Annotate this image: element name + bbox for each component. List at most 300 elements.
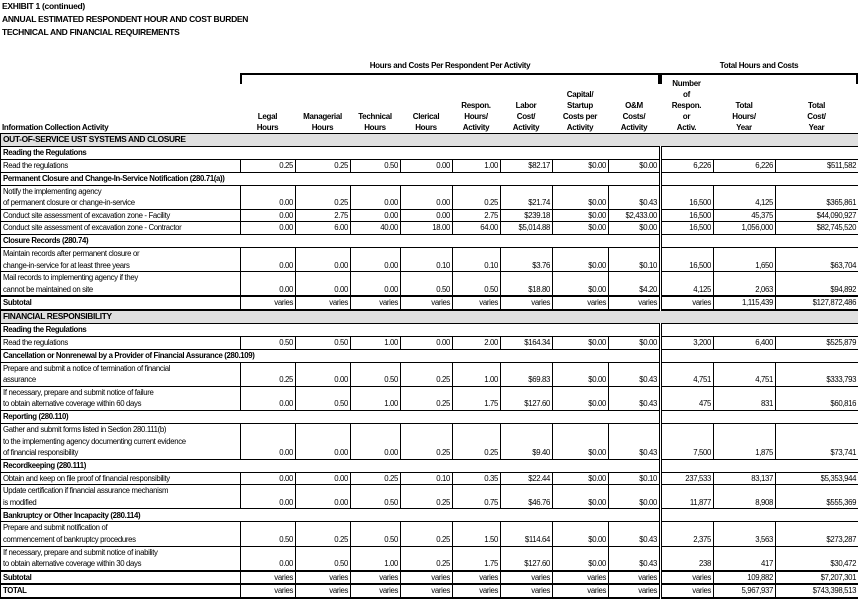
- value-cell-legal: 0.25: [241, 160, 296, 173]
- value-cell-total-hours: 3,563: [714, 522, 776, 546]
- value-cell-total-hours: 2,063: [714, 272, 776, 297]
- subtotal-row: [1, 571, 858, 585]
- value-cell-number: 2,375: [661, 522, 714, 546]
- value-cell-technical: 0.00: [351, 423, 401, 459]
- value-cell-clerical: 0.25: [401, 546, 453, 571]
- value-cell-total-cost: $511,582: [776, 160, 858, 173]
- value-cell-total-cost: $365,861: [776, 185, 858, 209]
- activity-line: Read the regulations: [3, 337, 238, 349]
- activity-line: Gather and submit forms listed in Section 280.111(b): [3, 424, 238, 436]
- value-cell-clerical: 0.25: [401, 386, 453, 410]
- value-cell-number: 16,500: [661, 247, 714, 271]
- value-cell-capital: $0.00: [553, 272, 609, 297]
- activity-line: If necessary, prepare and submit notice of inability: [3, 547, 238, 559]
- section-title: FINANCIAL RESPONSIBILITY: [1, 310, 858, 324]
- value-cell-total-hours: 83,137: [714, 472, 776, 485]
- value-cell-labor: $5,014.88: [501, 222, 553, 235]
- value-cell-labor: $164.34: [501, 336, 553, 349]
- value-cell-legal: 0.50: [241, 522, 296, 546]
- value-cell-capital: $0.00: [553, 546, 609, 571]
- value-cell-total-cost: $63,704: [776, 247, 858, 271]
- activity-line: of permanent closure or change-in-service: [3, 197, 238, 209]
- subsection-title: Closure Records (280.74): [1, 234, 661, 247]
- value-cell-technical: 0.50: [351, 485, 401, 509]
- value-cell-labor: $46.76: [501, 485, 553, 509]
- value-cell-capital: varies: [553, 296, 609, 310]
- value-cell-capital: $0.00: [553, 336, 609, 349]
- table-row: [1, 185, 858, 209]
- value-cell-managerial: varies: [296, 296, 351, 310]
- value-cell-capital: $0.00: [553, 485, 609, 509]
- column-header-line: Respon.: [452, 100, 500, 111]
- value-cell-number: 6,226: [661, 160, 714, 173]
- value-cell-clerical: 0.50: [401, 272, 453, 297]
- column-header-line: Number: [660, 78, 713, 89]
- activity-line: Conduct site assessment of excavation zone - Contractor: [3, 222, 238, 234]
- value-cell-labor: varies: [501, 571, 553, 585]
- value-cell-technical: 0.50: [351, 362, 401, 386]
- column-header-managerial: [295, 74, 350, 133]
- value-cell-total-cost: $7,207,301: [776, 571, 858, 585]
- value-cell-capital: $0.00: [553, 247, 609, 271]
- value-cell-labor: $69.83: [501, 362, 553, 386]
- value-cell-managerial: 0.50: [296, 336, 351, 349]
- subsection-title: Reading the Regulations: [1, 323, 661, 336]
- activity-cell: [1, 423, 241, 459]
- column-header-line: Activity: [500, 122, 552, 133]
- value-cell-managerial: varies: [296, 584, 351, 598]
- activity-cell: TOTAL: [1, 584, 241, 598]
- subsection-title: Cancellation or Nonrenewal by a Provider of Financial Assurance (280.109): [1, 349, 661, 362]
- value-cell-respon-hours: 0.10: [453, 247, 501, 271]
- value-cell-respon-hours: 0.25: [453, 423, 501, 459]
- table-row: [1, 222, 858, 235]
- activity-line: commencement of bankruptcy procedures: [3, 534, 238, 546]
- value-cell-capital: varies: [553, 571, 609, 585]
- value-cell-legal: 0.25: [241, 362, 296, 386]
- value-cell-respon-hours: 1.00: [453, 160, 501, 173]
- column-header-line: Activity: [452, 122, 500, 133]
- column-header-line: Hours: [240, 122, 295, 133]
- subsection-blank-cell: [661, 234, 858, 247]
- value-cell-number: 4,751: [661, 362, 714, 386]
- value-cell-total-cost: $525,879: [776, 336, 858, 349]
- value-cell-managerial: 0.00: [296, 423, 351, 459]
- value-cell-number: 16,500: [661, 185, 714, 209]
- value-cell-total-cost: $94,892: [776, 272, 858, 297]
- activity-line: Update certification if financial assurance mechanism: [3, 485, 238, 497]
- table-row: [1, 386, 858, 410]
- value-cell-number: 16,500: [661, 222, 714, 235]
- activity-cell: [1, 362, 241, 386]
- report-subtitle: TECHNICAL AND FINANCIAL REQUIREMENTS: [2, 26, 179, 39]
- subsection-blank-cell: [661, 172, 858, 185]
- value-cell-labor: $21.74: [501, 185, 553, 209]
- value-cell-om: $0.43: [609, 522, 661, 546]
- value-cell-respon-hours: 0.50: [453, 272, 501, 297]
- activity-line: If necessary, prepare and submit notice of failure: [3, 387, 238, 399]
- value-cell-capital: $0.00: [553, 362, 609, 386]
- activity-line: of financial responsibility: [3, 447, 238, 459]
- value-cell-om: $0.00: [609, 160, 661, 173]
- value-cell-capital: $0.00: [553, 386, 609, 410]
- table-row: [1, 472, 858, 485]
- column-header-total-hours: [713, 74, 775, 133]
- value-cell-number: 475: [661, 386, 714, 410]
- value-cell-respon-hours: 0.75: [453, 485, 501, 509]
- column-header-line: Hours: [295, 122, 350, 133]
- value-cell-managerial: 0.00: [296, 247, 351, 271]
- value-cell-total-hours: 109,882: [714, 571, 776, 585]
- activity-line: Obtain and keep on file proof of financial responsibility: [3, 473, 238, 485]
- value-cell-managerial: varies: [296, 571, 351, 585]
- value-cell-number: 237,533: [661, 472, 714, 485]
- group-header-totals: Total Hours and Costs: [660, 61, 858, 70]
- value-cell-technical: 0.50: [351, 522, 401, 546]
- activity-line: change-in-service for at least three years: [3, 260, 238, 272]
- subtotal-row: [1, 296, 858, 310]
- value-cell-technical: 40.00: [351, 222, 401, 235]
- column-header-total-cost: [775, 74, 858, 133]
- value-cell-legal: 0.00: [241, 472, 296, 485]
- activity-cell: [1, 185, 241, 209]
- activity-line: Maintain records after permanent closure or: [3, 248, 238, 260]
- subsection-header-row: [1, 172, 858, 185]
- column-header-activity-text: Information Collection Activity: [2, 122, 108, 133]
- value-cell-om: $0.00: [609, 485, 661, 509]
- activity-line: to the implementing agency documenting current evidence: [3, 436, 238, 448]
- value-cell-total-cost: $555,369: [776, 485, 858, 509]
- value-cell-legal: varies: [241, 296, 296, 310]
- activity-cell: Subtotal: [1, 296, 241, 310]
- value-cell-clerical: 0.10: [401, 472, 453, 485]
- column-header-line: Legal: [240, 111, 295, 122]
- value-cell-total-hours: 4,751: [714, 362, 776, 386]
- activity-line: cannot be maintained on site: [3, 284, 238, 296]
- value-cell-number: varies: [661, 296, 714, 310]
- section-header-row: [1, 134, 858, 147]
- value-cell-om: $0.43: [609, 362, 661, 386]
- value-cell-labor: $82.17: [501, 160, 553, 173]
- value-cell-respon-hours: 1.75: [453, 546, 501, 571]
- activity-line: to obtain alternative coverage within 60 days: [3, 398, 238, 410]
- value-cell-total-cost: $127,872,486: [776, 296, 858, 310]
- value-cell-capital: $0.00: [553, 209, 609, 222]
- column-header-line: Total: [713, 100, 775, 111]
- value-cell-legal: varies: [241, 584, 296, 598]
- column-header-line: Year: [713, 122, 775, 133]
- value-cell-total-hours: 6,226: [714, 160, 776, 173]
- value-cell-total-cost: $30,472: [776, 546, 858, 571]
- value-cell-capital: $0.00: [553, 522, 609, 546]
- value-cell-labor: $18.80: [501, 272, 553, 297]
- table-row: [1, 272, 858, 297]
- activity-cell: [1, 472, 241, 485]
- value-cell-om: $0.43: [609, 423, 661, 459]
- column-header-line: Hours/: [452, 111, 500, 122]
- table-row: [1, 546, 858, 571]
- table-row: [1, 209, 858, 222]
- subsection-title: Permanent Closure and Change-In-Service Notification (280.71(a)): [1, 172, 661, 185]
- value-cell-labor: $239.18: [501, 209, 553, 222]
- group-header-per-activity: Hours and Costs Per Respondent Per Activity: [240, 61, 660, 70]
- value-cell-technical: 0.00: [351, 209, 401, 222]
- column-header-clerical: [400, 74, 452, 133]
- value-cell-respon-hours: 64.00: [453, 222, 501, 235]
- column-header-activity: [2, 80, 238, 133]
- activity-line: Notify the implementing agency: [3, 186, 238, 198]
- subsection-header-row: [1, 459, 858, 472]
- value-cell-respon-hours: 0.25: [453, 185, 501, 209]
- value-cell-total-cost: $5,353,944: [776, 472, 858, 485]
- table-row: [1, 336, 858, 349]
- value-cell-total-hours: 417: [714, 546, 776, 571]
- value-cell-capital: $0.00: [553, 160, 609, 173]
- value-cell-number: varies: [661, 584, 714, 598]
- value-cell-legal: 0.50: [241, 336, 296, 349]
- subsection-blank-cell: [661, 509, 858, 522]
- value-cell-total-hours: 45,375: [714, 209, 776, 222]
- value-cell-capital: $0.00: [553, 472, 609, 485]
- column-header-line: Hours/: [713, 111, 775, 122]
- activity-cell: Subtotal: [1, 571, 241, 585]
- value-cell-number: 16,500: [661, 209, 714, 222]
- value-cell-legal: 0.00: [241, 185, 296, 209]
- value-cell-legal: 0.00: [241, 485, 296, 509]
- subsection-header-row: [1, 147, 858, 160]
- total-row: [1, 584, 858, 598]
- value-cell-clerical: 0.25: [401, 362, 453, 386]
- activity-line: assurance: [3, 374, 238, 386]
- value-cell-respon-hours: 1.00: [453, 362, 501, 386]
- value-cell-labor: varies: [501, 584, 553, 598]
- table-row: [1, 485, 858, 509]
- activity-cell: [1, 222, 241, 235]
- value-cell-total-hours: 1,056,000: [714, 222, 776, 235]
- column-header-line: Activity: [552, 122, 608, 133]
- value-cell-clerical: 0.00: [401, 336, 453, 349]
- value-cell-respon-hours: varies: [453, 296, 501, 310]
- value-cell-total-hours: 1,115,439: [714, 296, 776, 310]
- value-cell-managerial: 0.50: [296, 546, 351, 571]
- value-cell-total-hours: 831: [714, 386, 776, 410]
- column-header-line: Technical: [350, 111, 400, 122]
- column-header-line: Hours: [400, 122, 452, 133]
- value-cell-om: $0.10: [609, 247, 661, 271]
- value-cell-number: varies: [661, 571, 714, 585]
- value-cell-managerial: 0.25: [296, 522, 351, 546]
- column-header-line: Costs per: [552, 111, 608, 122]
- value-cell-respon-hours: 0.35: [453, 472, 501, 485]
- value-cell-clerical: varies: [401, 584, 453, 598]
- section-title: OUT-OF-SERVICE UST SYSTEMS AND CLOSURE: [1, 134, 858, 147]
- value-cell-om: $0.00: [609, 336, 661, 349]
- table-row: [1, 362, 858, 386]
- value-cell-clerical: varies: [401, 571, 453, 585]
- value-cell-total-hours: 8,908: [714, 485, 776, 509]
- value-cell-technical: varies: [351, 296, 401, 310]
- value-cell-capital: $0.00: [553, 423, 609, 459]
- subsection-header-row: [1, 509, 858, 522]
- value-cell-managerial: 0.00: [296, 362, 351, 386]
- activity-cell: [1, 485, 241, 509]
- value-cell-technical: 1.00: [351, 386, 401, 410]
- activity-cell: [1, 247, 241, 271]
- subsection-header-row: [1, 323, 858, 336]
- value-cell-clerical: 0.25: [401, 522, 453, 546]
- activity-cell: [1, 336, 241, 349]
- column-header-line: Startup: [552, 100, 608, 111]
- table-row: [1, 247, 858, 271]
- activity-line: is modified: [3, 497, 238, 509]
- column-header-line: Clerical: [400, 111, 452, 122]
- value-cell-managerial: 6.00: [296, 222, 351, 235]
- column-header-line: Capital/: [552, 89, 608, 100]
- report-title: ANNUAL ESTIMATED RESPONDENT HOUR AND COST BURDEN: [2, 13, 248, 26]
- value-cell-legal: 0.00: [241, 423, 296, 459]
- column-header-line: of: [660, 89, 713, 100]
- value-cell-om: $4.20: [609, 272, 661, 297]
- value-cell-total-cost: $73,741: [776, 423, 858, 459]
- value-cell-clerical: varies: [401, 296, 453, 310]
- value-cell-clerical: 0.00: [401, 209, 453, 222]
- value-cell-total-cost: $60,816: [776, 386, 858, 410]
- value-cell-labor: $114.64: [501, 522, 553, 546]
- value-cell-labor: $9.40: [501, 423, 553, 459]
- table-row: [1, 160, 858, 173]
- subsection-blank-cell: [661, 147, 858, 160]
- subsection-title: Reporting (280.110): [1, 410, 661, 423]
- value-cell-total-cost: $44,090,927: [776, 209, 858, 222]
- value-cell-total-cost: $273,287: [776, 522, 858, 546]
- value-cell-legal: 0.00: [241, 386, 296, 410]
- activity-line: Prepare and submit a notice of termination of financial: [3, 363, 238, 375]
- subsection-title: Reading the Regulations: [1, 147, 661, 160]
- value-cell-technical: 0.00: [351, 247, 401, 271]
- value-cell-om: $2,433.00: [609, 209, 661, 222]
- value-cell-respon-hours: varies: [453, 571, 501, 585]
- section-header-row: [1, 310, 858, 324]
- value-cell-technical: varies: [351, 571, 401, 585]
- value-cell-respon-hours: 1.50: [453, 522, 501, 546]
- subsection-header-row: [1, 410, 858, 423]
- value-cell-total-hours: 6,400: [714, 336, 776, 349]
- value-cell-labor: varies: [501, 296, 553, 310]
- subsection-header-row: [1, 349, 858, 362]
- value-cell-om: $0.10: [609, 472, 661, 485]
- activity-cell: [1, 546, 241, 571]
- table-row: [1, 423, 858, 459]
- value-cell-legal: 0.00: [241, 272, 296, 297]
- subsection-header-row: [1, 234, 858, 247]
- subsection-blank-cell: [661, 323, 858, 336]
- column-header-technical: [350, 74, 400, 133]
- exhibit-label: EXHIBIT 1 (continued): [2, 0, 85, 13]
- value-cell-managerial: 0.50: [296, 386, 351, 410]
- value-cell-om: $0.43: [609, 185, 661, 209]
- activity-line: Conduct site assessment of excavation zone - Facility: [3, 210, 238, 222]
- subsection-blank-cell: [661, 349, 858, 362]
- column-header-legal: [240, 74, 295, 133]
- column-header-line: Respon.: [660, 100, 713, 111]
- column-header-line: Cost/: [775, 111, 858, 122]
- value-cell-clerical: 0.00: [401, 160, 453, 173]
- value-cell-clerical: 0.25: [401, 485, 453, 509]
- value-cell-legal: 0.00: [241, 222, 296, 235]
- column-header-om: [608, 74, 660, 133]
- value-cell-number: 11,877: [661, 485, 714, 509]
- column-header-line: Activity: [608, 122, 660, 133]
- value-cell-clerical: 0.10: [401, 247, 453, 271]
- value-cell-labor: $127.60: [501, 546, 553, 571]
- value-cell-total-hours: 1,875: [714, 423, 776, 459]
- value-cell-number: 238: [661, 546, 714, 571]
- column-header-line: Total: [775, 100, 858, 111]
- subsection-blank-cell: [661, 459, 858, 472]
- value-cell-capital: varies: [553, 584, 609, 598]
- value-cell-clerical: 0.25: [401, 423, 453, 459]
- value-cell-technical: varies: [351, 584, 401, 598]
- value-cell-total-cost: $333,793: [776, 362, 858, 386]
- value-cell-total-hours: 4,125: [714, 185, 776, 209]
- activity-line: Read the regulations: [3, 160, 238, 172]
- value-cell-managerial: 0.00: [296, 472, 351, 485]
- value-cell-total-hours: 1,650: [714, 247, 776, 271]
- activity-line: to obtain alternative coverage within 30 days: [3, 558, 238, 570]
- value-cell-capital: $0.00: [553, 185, 609, 209]
- value-cell-total-cost: $82,745,520: [776, 222, 858, 235]
- column-header-labor: [500, 74, 552, 133]
- column-header-line: Hours: [350, 122, 400, 133]
- value-cell-om: $0.43: [609, 546, 661, 571]
- column-header-capital: [552, 74, 608, 133]
- value-cell-om: $0.00: [609, 222, 661, 235]
- value-cell-managerial: 2.75: [296, 209, 351, 222]
- burden-table: [0, 133, 858, 599]
- value-cell-om: varies: [609, 584, 661, 598]
- value-cell-technical: 0.25: [351, 472, 401, 485]
- value-cell-respon-hours: 2.75: [453, 209, 501, 222]
- value-cell-number: 3,200: [661, 336, 714, 349]
- value-cell-labor: $127.60: [501, 386, 553, 410]
- subsection-blank-cell: [661, 410, 858, 423]
- column-header-line: Year: [775, 122, 858, 133]
- value-cell-om: varies: [609, 296, 661, 310]
- column-header-line: Activ.: [660, 122, 713, 133]
- value-cell-clerical: 18.00: [401, 222, 453, 235]
- value-cell-managerial: 0.00: [296, 485, 351, 509]
- value-cell-labor: $22.44: [501, 472, 553, 485]
- value-cell-technical: 1.00: [351, 336, 401, 349]
- value-cell-capital: $0.00: [553, 222, 609, 235]
- value-cell-technical: 0.00: [351, 185, 401, 209]
- value-cell-technical: 0.00: [351, 272, 401, 297]
- value-cell-managerial: 0.25: [296, 160, 351, 173]
- value-cell-number: 4,125: [661, 272, 714, 297]
- subsection-title: Bankruptcy or Other Incapacity (280.114): [1, 509, 661, 522]
- value-cell-legal: 0.00: [241, 247, 296, 271]
- value-cell-respon-hours: 1.75: [453, 386, 501, 410]
- table-row: [1, 522, 858, 546]
- activity-cell: [1, 272, 241, 297]
- value-cell-respon-hours: varies: [453, 584, 501, 598]
- column-header-line: or: [660, 111, 713, 122]
- column-header-line: Managerial: [295, 111, 350, 122]
- activity-cell: [1, 160, 241, 173]
- activity-cell: [1, 522, 241, 546]
- column-header-line: O&M: [608, 100, 660, 111]
- activity-line: Prepare and submit notification of: [3, 522, 238, 534]
